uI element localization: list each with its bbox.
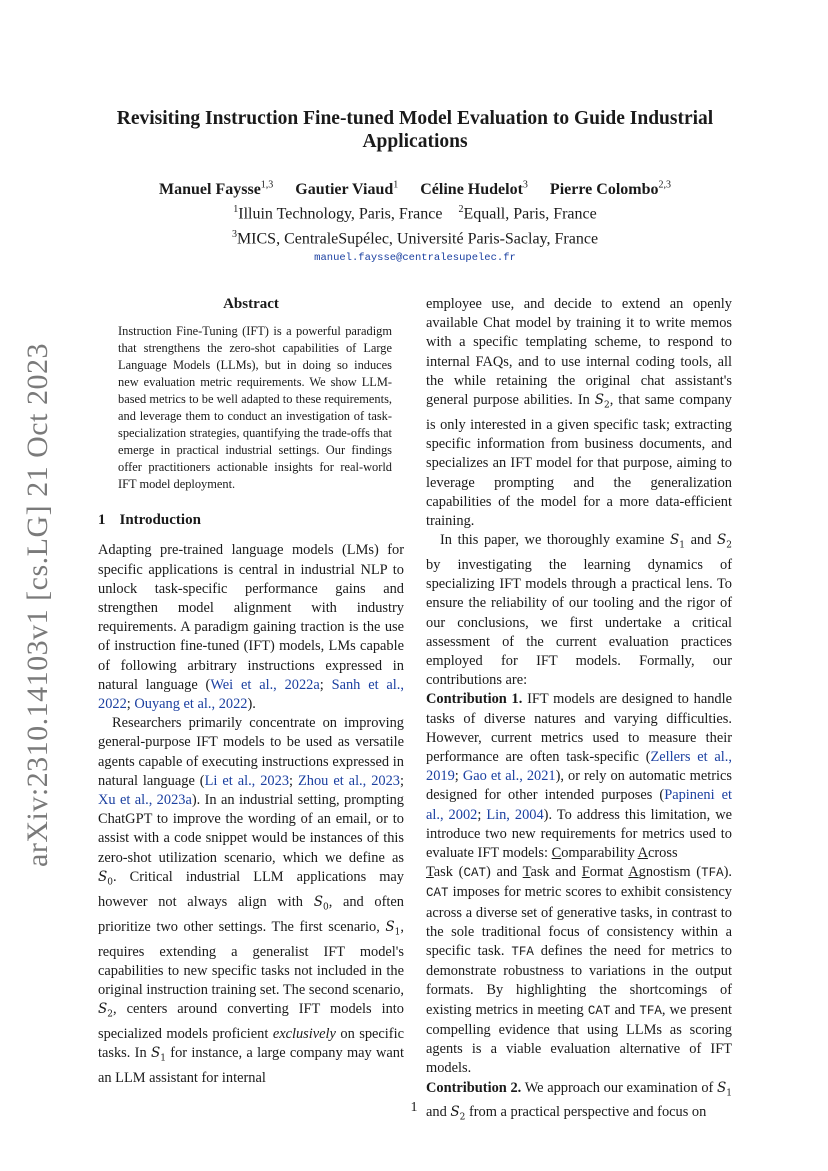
paper-title: Revisiting Instruction Fine-tuned Model Evaluation to Guide Industrial Applications	[116, 108, 714, 152]
scenario-symbol: $S_2$	[717, 532, 732, 551]
author-names	[100, 176, 730, 200]
section-heading: 1 Introduction	[98, 512, 201, 529]
intro-paragraph-1: Adapting pre-trained language models (LMs) for specific applications is central in industrial NLP to unlock task-specific performance gains and strengthen model alignment with industry requirements. A paradigm gaining traction is the use of instruction fine-tuned (IFT) models, LMs capable of following arbitrary instructions expressed in natural language (Wei et al., 2022a; Sanh et al., 2022; Ouyang et al., 2022).	[98, 542, 404, 713]
scenario-symbol: $S_1$	[150, 1045, 166, 1064]
author: Pierre Colombo$^{2,3}$	[549, 180, 671, 199]
citation-link[interactable]: Papineni et al., 2002	[426, 787, 733, 823]
scenario-symbol: $S_2$	[450, 1104, 466, 1124]
body-paragraph: employee use, and decide to extend an openly available Chat model by training it to write memos with a specific templating scheme, to respond to internal FAQs, and to use internal coding tools, all the while retaining the original chat assistant's general purpose abilities. In $S_2$, that same company is only interested in a given specific task; extracting specific information from business documents, and specializes an IFT model for that purpose, aiming to leverage prompting and the generalization capabilities of the model for a more data-efficient training.	[426, 296, 732, 529]
affiliation-line: $^3$MICS, CentraleSupélec, Université Paris-Saclay, France	[231, 228, 599, 247]
scenario-symbol: $S_1$	[670, 532, 686, 551]
scenario-symbol: $S_2$	[98, 1001, 113, 1020]
page-number: 1	[410, 1100, 418, 1115]
author-block	[100, 176, 730, 267]
citation-link[interactable]: Lin, 2004	[486, 806, 544, 823]
arxiv-identifier: arXiv:2310.14103v1 [cs.LG] 21 Oct 2023	[21, 343, 55, 867]
contribution-2: Contribution 2. We approach our examination of $S_1$ and $S_2$ from a practical perspective and focus on	[426, 1079, 733, 1124]
citation-link[interactable]: Li et al., 2023	[204, 772, 290, 789]
author: Céline Hudelot$^3$	[420, 180, 528, 199]
intro-paragraph-2: Researchers primarily concentrate on improving general-purpose IFT models to be used as versatile agents capable of executing instructions expressed in natural language (Li et al., 2023; Zhou et al., 2023; Xu et al., 2023a). In an industrial setting, prompting ChatGPT to improve the wording of an email, or to assist with a code snippet would be instances of this zero-shot utilization scenario, which we define as $S_0$. Critical industrial LLM applications may however not always align with $S_0$, and often prioritize two other settings. The first scenario, $S_1$, requires extending a generalist IFT model's capabilities to new specific tasks not included in the original instruction training set. The second scenario, $S_2$, centers around converting IFT models into specialized models proficient exclusively on specific tasks. In $S_1$ for instance, a large company may want an LLM assistant for internal	[98, 715, 405, 1087]
citation-link[interactable]: Gao et al., 2021	[462, 768, 556, 785]
scenario-symbol: $S_0$	[313, 893, 329, 913]
author: Gautier Viaud$^1$	[295, 180, 399, 199]
author-email-link[interactable]: manuel.faysse@centralesupelec.fr	[314, 251, 516, 264]
body-paragraph: In this paper, we thoroughly examine $S_1$ and $S_2$ by investigating the learning dynamics of specializing IFT models through a practical lens. To ensure the reliability of our tooling and the rigor of our conclusions, we first undertake a critical assessment of the current evaluation practices employed for IFT models. Formally, our contributions are:	[426, 532, 732, 689]
citation-link[interactable]: Xu et al., 2023a	[98, 792, 192, 809]
abstract-heading: Abstract	[223, 296, 279, 312]
abstract-text: Instruction Fine-Tuning (IFT) is a powerful paradigm that strengthens the zero-shot capabilities of Large Language Models (LLMs), but in doing so induces new evaluation metric requirements. We show LLM-based metrics to be well adapted to these requirements, and leverage them to conduct an investigation of task-specialization strategies, quantifying the trade-offs that emerge in practical industrial settings. Our findings offer practitioners actionable insights for real-world IFT model deployment.	[118, 324, 392, 492]
affiliation-line: $^1$Illuin Technology, Paris, France $^2$Equall, Paris, France	[233, 204, 597, 223]
citation-link[interactable]: Zellers et al., 2019	[426, 749, 732, 785]
citation-link[interactable]: Zhou et al., 2023	[298, 772, 400, 789]
contribution-1: Contribution 1. IFT models are designed to handle tasks of diverse natures and varying difficulties. However, current metrics used to measure their performance are often task-specific (Zellers et al., 2019; Gao et al., 2021), or rely on automatic metrics designed for other intended purposes (Papineni et al., 2002; Lin, 2004). To address this limitation, we introduce two new requirements for metrics used to evaluate IFT models: Comparability Across Task (CAT) and Task and Format Agnostism (TFA). CAT imposes for metric scores to exhibit consistency across a diverse set of generative tasks, in contrast to the sole traditional focus of consistency within a specific task. TFA defines the need for metrics to demonstrate robustness to variations in the output formats. By highlighting the shortcomings of existing metrics in meeting CAT and TFA, we present compelling evidence that using LLMs as scoring agents is a viable evaluation alternative of IFT models.	[426, 691, 733, 1077]
citation-link[interactable]: Wei et al., 2022a	[210, 676, 320, 693]
scenario-symbol: $S_0$	[98, 868, 113, 888]
citation-link[interactable]: Ouyang et al., 2022	[134, 696, 248, 713]
right-column	[426, 295, 732, 1128]
left-column	[98, 295, 404, 1088]
scenario-symbol: $S_2$	[594, 392, 610, 411]
citation-link[interactable]: Sanh et al., 2022	[98, 676, 404, 713]
scenario-symbol: $S_1$	[385, 918, 401, 938]
scenario-symbol: $S_1$	[717, 1079, 733, 1099]
author: Manuel Faysse$^{1,3}$	[159, 180, 274, 199]
